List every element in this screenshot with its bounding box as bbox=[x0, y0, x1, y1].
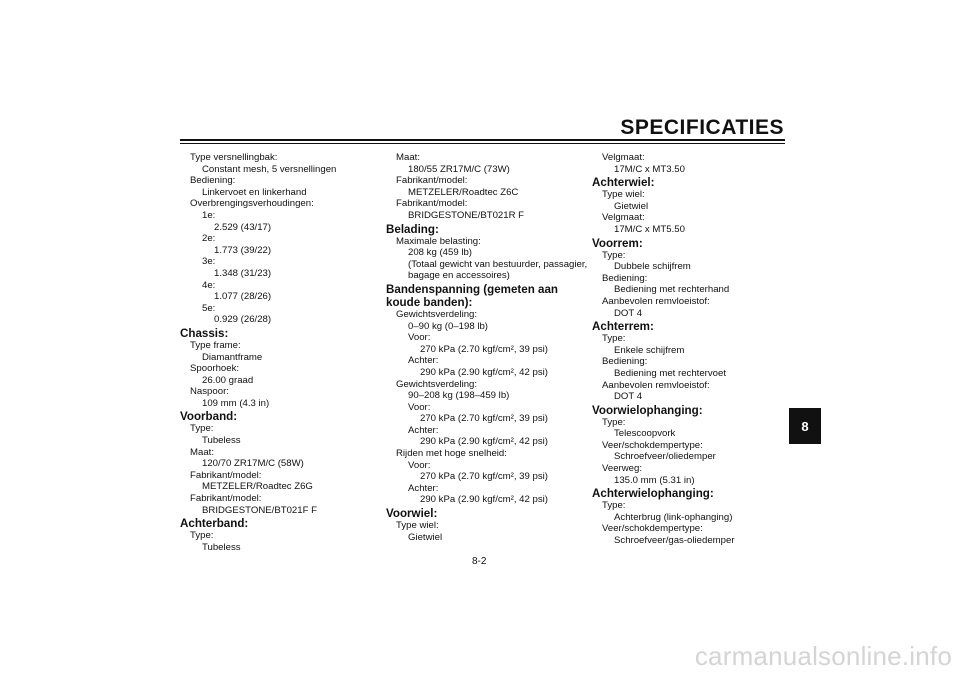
spec-value: Achter: bbox=[408, 424, 439, 436]
spec-label: Velgmaat: bbox=[602, 152, 645, 163]
spec-value: 5e: bbox=[202, 302, 216, 314]
spec-value: 2e: bbox=[202, 233, 216, 245]
spec-value: Voor: bbox=[408, 401, 431, 413]
spec-label: Veer/schokdempertype: bbox=[602, 439, 703, 451]
spec-label: Maat: bbox=[190, 446, 214, 458]
spec-label: Type: bbox=[602, 416, 626, 428]
spec-value: 290 kPa (2.90 kgf/cm², 42 psi) bbox=[420, 494, 548, 506]
spec-label: Type: bbox=[602, 333, 626, 345]
spec-value: 4e: bbox=[202, 279, 216, 291]
spec-value: BRIDGESTONE/BT021R F bbox=[408, 209, 525, 221]
spec-value: 290 kPa (2.90 kgf/cm², 42 psi) bbox=[420, 366, 548, 378]
spec-value: 17M/C x MT5.50 bbox=[614, 223, 685, 235]
spec-label: Type wiel: bbox=[396, 520, 439, 532]
spec-label: Veerweg: bbox=[602, 463, 643, 475]
spec-value: Tubeless bbox=[202, 541, 241, 553]
spec-value: Voor: bbox=[408, 332, 431, 344]
spec-value: METZELER/Roadtec Z6G bbox=[202, 481, 313, 493]
spec-label: Type: bbox=[190, 530, 214, 542]
spec-label: Overbrengingsverhoudingen: bbox=[190, 198, 314, 210]
chapter-tab[interactable]: 8 bbox=[789, 408, 821, 444]
spec-label: Type: bbox=[190, 423, 214, 435]
spec-value: DOT 4 bbox=[614, 307, 643, 319]
spec-label: Naspoor: bbox=[190, 386, 229, 398]
page-number: 8-2 bbox=[472, 556, 487, 567]
spec-label: Type versnellingbak: bbox=[190, 152, 278, 163]
spec-label: Bediening: bbox=[602, 272, 648, 284]
section-heading: Achterwielophanging: bbox=[592, 487, 714, 501]
spec-label: Fabrikant/model: bbox=[396, 175, 468, 187]
section-heading: Voorwielophanging: bbox=[592, 403, 703, 417]
spec-label: Type: bbox=[602, 500, 626, 512]
spec-column-3 bbox=[592, 152, 767, 547]
section-heading: Achterwiel: bbox=[592, 176, 655, 190]
section-heading: Bandenspanning (gemeten aan koude banden): bbox=[386, 282, 558, 309]
spec-label: Maat: bbox=[396, 152, 420, 163]
spec-column-1 bbox=[180, 152, 375, 553]
spec-value: 0.929 (26/28) bbox=[214, 314, 272, 326]
spec-label: Type: bbox=[602, 249, 626, 261]
header-rule-thick bbox=[180, 139, 785, 141]
spec-value: 1.773 (39/22) bbox=[214, 244, 272, 256]
spec-value: Gietwiel bbox=[408, 531, 443, 543]
spec-value: Achterbrug (link-ophanging) bbox=[614, 511, 733, 523]
spec-value: DOT 4 bbox=[614, 391, 643, 403]
section-heading: Achterband: bbox=[180, 517, 249, 531]
spec-label: Spoorhoek: bbox=[190, 363, 240, 375]
spec-value: 1.077 (28/26) bbox=[214, 291, 272, 303]
spec-value: 270 kPa (2.70 kgf/cm², 39 psi) bbox=[420, 471, 548, 483]
spec-label: Veer/schokdempertype: bbox=[602, 523, 703, 535]
spec-value: Achter: bbox=[408, 355, 439, 367]
spec-label: Rijden met hoge snelheid: bbox=[396, 448, 507, 460]
page-title: SPECIFICATIES bbox=[620, 116, 784, 139]
section-heading: Chassis: bbox=[180, 326, 229, 340]
spec-value: 120/70 ZR17M/C (58W) bbox=[202, 458, 304, 470]
spec-column-2 bbox=[386, 152, 586, 543]
spec-label: Type wiel: bbox=[602, 189, 645, 201]
spec-label: Aanbevolen remvloeistof: bbox=[602, 295, 710, 307]
section-heading: Belading: bbox=[386, 222, 439, 236]
section-heading: Achterrem: bbox=[592, 320, 654, 334]
spec-value: 270 kPa (2.70 kgf/cm², 39 psi) bbox=[420, 343, 548, 355]
spec-label: Bediening: bbox=[602, 356, 648, 368]
section-heading: Voorrem: bbox=[592, 236, 643, 250]
spec-value: Diamantframe bbox=[202, 351, 263, 363]
spec-value: 2.529 (43/17) bbox=[214, 221, 272, 233]
spec-value: (Totaal gewicht van bestuurder, passagier, bbox=[408, 258, 588, 270]
spec-label: Fabrikant/model: bbox=[396, 198, 468, 210]
spec-value: 270 kPa (2.70 kgf/cm², 39 psi) bbox=[420, 413, 548, 425]
spec-value: Schroefveer/gas-oliedemper bbox=[614, 535, 735, 547]
spec-label: Aanbevolen remvloeistof: bbox=[602, 379, 710, 391]
section-heading: Voorband: bbox=[180, 410, 238, 424]
spec-value: Enkele schijfrem bbox=[614, 344, 685, 356]
spec-value: 1.348 (31/23) bbox=[214, 267, 272, 279]
spec-value: Voor: bbox=[408, 459, 431, 471]
spec-label: Bediening: bbox=[190, 175, 236, 187]
watermark: carmanualsonline.info bbox=[694, 641, 952, 671]
spec-value: bagage en accessoires) bbox=[408, 270, 510, 282]
spec-value: Constant mesh, 5 versnellingen bbox=[202, 163, 337, 175]
spec-label: Fabrikant/model: bbox=[190, 493, 262, 505]
spec-value: Bediening met rechterhand bbox=[614, 284, 730, 296]
spec-value: Achter: bbox=[408, 482, 439, 494]
spec-value: 180/55 ZR17M/C (73W) bbox=[408, 163, 510, 175]
spec-value: Linkervoet en linkerhand bbox=[202, 186, 307, 198]
spec-label: Type frame: bbox=[190, 339, 241, 351]
spec-value: BRIDGESTONE/BT021F F bbox=[202, 504, 317, 516]
spec-label: Fabrikant/model: bbox=[190, 469, 262, 481]
spec-value: 3e: bbox=[202, 256, 216, 268]
spec-value: Tubeless bbox=[202, 435, 241, 447]
spec-value: 0–90 kg (0–198 lb) bbox=[408, 320, 489, 332]
spec-label: Gewichtsverdeling: bbox=[396, 308, 478, 320]
spec-label: Gewichtsverdeling: bbox=[396, 378, 478, 390]
spec-value: 290 kPa (2.90 kgf/cm², 42 psi) bbox=[420, 436, 548, 448]
spec-label: Maximale belasting: bbox=[396, 235, 481, 247]
spec-value: 17M/C x MT3.50 bbox=[614, 163, 685, 175]
spec-value: 90–208 kg (198–459 lb) bbox=[408, 390, 510, 402]
spec-value: 1e: bbox=[202, 209, 216, 221]
spec-value: METZELER/Roadtec Z6C bbox=[408, 186, 519, 198]
spec-value: Gietwiel bbox=[614, 200, 649, 212]
section-heading: Voorwiel: bbox=[386, 507, 438, 521]
spec-value: Telescoopvork bbox=[614, 428, 676, 440]
spec-value: 26.00 graad bbox=[202, 374, 254, 386]
spec-value: Dubbele schijfrem bbox=[614, 261, 691, 273]
spec-value: Bediening met rechtervoet bbox=[614, 367, 726, 379]
header-rule-thin bbox=[180, 143, 785, 144]
spec-label: Velgmaat: bbox=[602, 212, 645, 224]
spec-value: 208 kg (459 lb) bbox=[408, 247, 472, 259]
spec-value: Schroefveer/oliedemper bbox=[614, 451, 716, 463]
spec-value: 109 mm (4.3 in) bbox=[202, 397, 270, 409]
spec-value: 135.0 mm (5.31 in) bbox=[614, 474, 695, 486]
